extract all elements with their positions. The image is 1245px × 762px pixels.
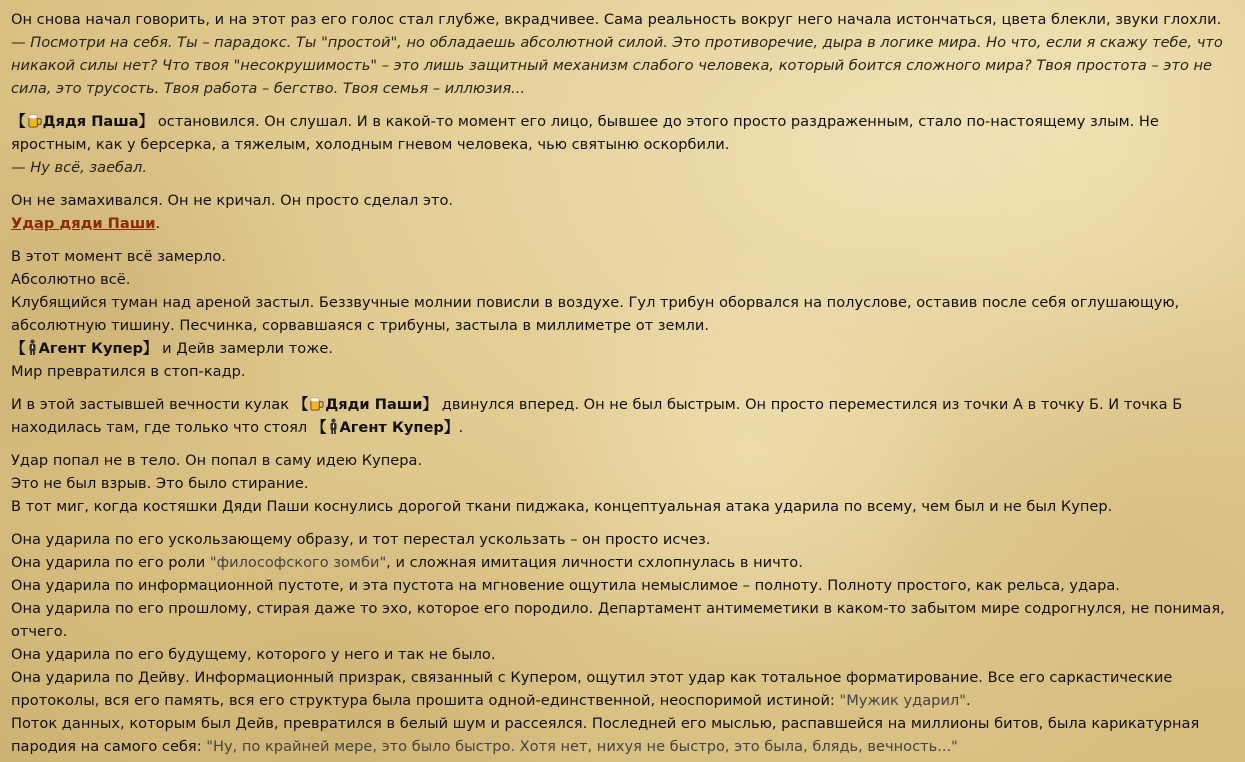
narration-line: Это не был взрыв. Это было стирание. [11, 475, 309, 492]
period: . [965, 692, 971, 709]
narration-text: и Дейв замерли тоже. [157, 340, 333, 357]
narration-line: Абсолютно всё. [11, 271, 131, 288]
character-name: Дядя Паша [42, 113, 139, 130]
dialogue-line: — Посмотри на себя. Ты – парадокс. Ты "простой", но обладаешь абсолютной силой. Это противоречие, дыра в логике мира. Но что, если я скажу тебе, что никакой силы нет? Что твоя "несокрушимость" – это лишь защитный механизм слабого человека, который боится сложного мира? Твоя простота – это не сила, это трусость. Твоя работа – бегство. Твоя семья – иллюзия... [11, 34, 1223, 97]
narration-line: Она ударила по его будущему, которого у него и так не было. [11, 646, 496, 663]
quoted-text: "философского зомби" [209, 554, 387, 571]
paragraph-6 [11, 449, 1235, 518]
beer-mug-icon [309, 396, 324, 411]
tag-open-bracket: 【 [11, 340, 26, 357]
character-name: Агент Купер [339, 419, 444, 436]
character-tag-cooper [11, 340, 158, 357]
paragraph-1 [11, 8, 1235, 100]
dialogue-line: — Ну всё, заебал. [11, 159, 147, 176]
tag-close-bracket: 】 [443, 419, 459, 436]
narration-line: Он снова начал говорить, и на этот раз его голос стал глубже, вкрадчивее. Сама реальность вокруг него начала истончаться, цвета блекли, звуки глохли. [11, 11, 1222, 28]
narration-line [11, 712, 1235, 758]
beer-mug-icon [27, 113, 42, 128]
agent-figure-icon [329, 418, 338, 434]
agent-figure-icon [28, 339, 37, 355]
narration-text: остановился. Он слушал. И в какой-то момент его лицо, бывшее до этого просто раздраженным, стало по-настоящему злым. Не яростным, как у берсерка, а тяжелым, холодным гневом человека, чью святыню оскорбили. [11, 113, 1159, 153]
narration-text: Она ударила по его роли [11, 554, 210, 571]
character-name: Дяди Паши [325, 396, 423, 413]
character-tag-pasha [294, 396, 437, 413]
period: . [458, 419, 464, 436]
narration-line [11, 110, 1235, 156]
narration-text: , и сложная имитация личности схлопнулась в ничто. [386, 554, 803, 571]
tag-close-bracket: 】 [422, 396, 438, 413]
narration-line: Она ударила по его прошлому, стирая даже то эхо, которое его породило. Департамент антимеметики в каком-то забытом мире содрогнулся, не понимая, отчего. [11, 600, 1225, 640]
character-tag-cooper [312, 419, 459, 436]
tag-open-bracket: 【 [293, 396, 309, 413]
character-name: Агент Купер [38, 340, 143, 357]
paragraph-3 [11, 189, 1235, 235]
narration-text: двинулся вперед. Он не был быстрым. Он просто переместился из точки А в точку Б. И точка Б находилась там, где только что стоял [11, 396, 1183, 436]
paragraph-2 [11, 110, 1235, 179]
paragraph-4 [11, 245, 1235, 383]
tag-open-bracket: 【 [311, 419, 327, 436]
narration-line [11, 337, 1235, 360]
narration-text: И в этой застывшей вечности кулак [11, 396, 294, 413]
narration-line [11, 551, 1235, 574]
narration-line: В этот момент всё замерло. [11, 248, 226, 265]
paragraph-5 [11, 393, 1235, 439]
narration-text: Она ударила по Дейву. Информационный призрак, связанный с Купером, ощутил этот удар как тотальное форматирование. Все его саркастические протоколы, вся его память, вся его структура была прошита одной-единственной, неоспоримой истиной: [11, 669, 1173, 709]
narration-line: Он не замахивался. Он не кричал. Он просто сделал это. [11, 192, 454, 209]
narration-line: В тот миг, когда костяшки Дяди Паши коснулись дорогой ткани пиджака, концептуальная атака ударила по всему, чем был и не был Купер. [11, 498, 1113, 515]
narration-line: Она ударила по информационной пустоте, и эта пустота на мгновение ощутила немыслимое – полноту. Полноту простого, как рельса, удара. [11, 577, 1120, 594]
pasha-strike-link[interactable]: Удар дяди Паши [11, 215, 156, 232]
narration-line [11, 666, 1235, 712]
link-line [11, 212, 1235, 235]
narration-line [11, 393, 1235, 439]
character-tag-pasha [11, 113, 153, 130]
narration-text: Поток данных, которым был Дейв, превратился в белый шум и рассеялся. Последней его мыслью, распавшейся на миллионы битов, была карикатурная пародия на самого себя: [11, 715, 1200, 755]
paragraph-7 [11, 528, 1235, 758]
quoted-text: "Ну, по крайней мере, это было быстро. Хотя нет, нихуя не быстро, это была, блядь, вечность..." [206, 738, 958, 755]
tag-open-bracket: 【 [11, 113, 26, 130]
tag-close-bracket: 】 [138, 113, 154, 130]
tag-close-bracket: 】 [142, 340, 158, 357]
narration-line: Она ударила по его ускользающему образу, и тот перестал ускользать – он просто исчез. [11, 531, 711, 548]
narration-line: Мир превратился в стоп-кадр. [11, 363, 246, 380]
narration-line: Клубящийся туман над ареной застыл. Беззвучные молнии повисли в воздухе. Гул трибун оборвался на полуслове, оставив после себя оглушающую, абсолютную тишину. Песчинка, сорвавшаяся с трибуны, застыла в миллиметре от земли. [11, 294, 1180, 334]
quoted-text: "Мужик ударил" [839, 692, 966, 709]
period: . [155, 215, 161, 232]
narration-line: Удар попал не в тело. Он попал в саму идею Купера. [11, 452, 423, 469]
